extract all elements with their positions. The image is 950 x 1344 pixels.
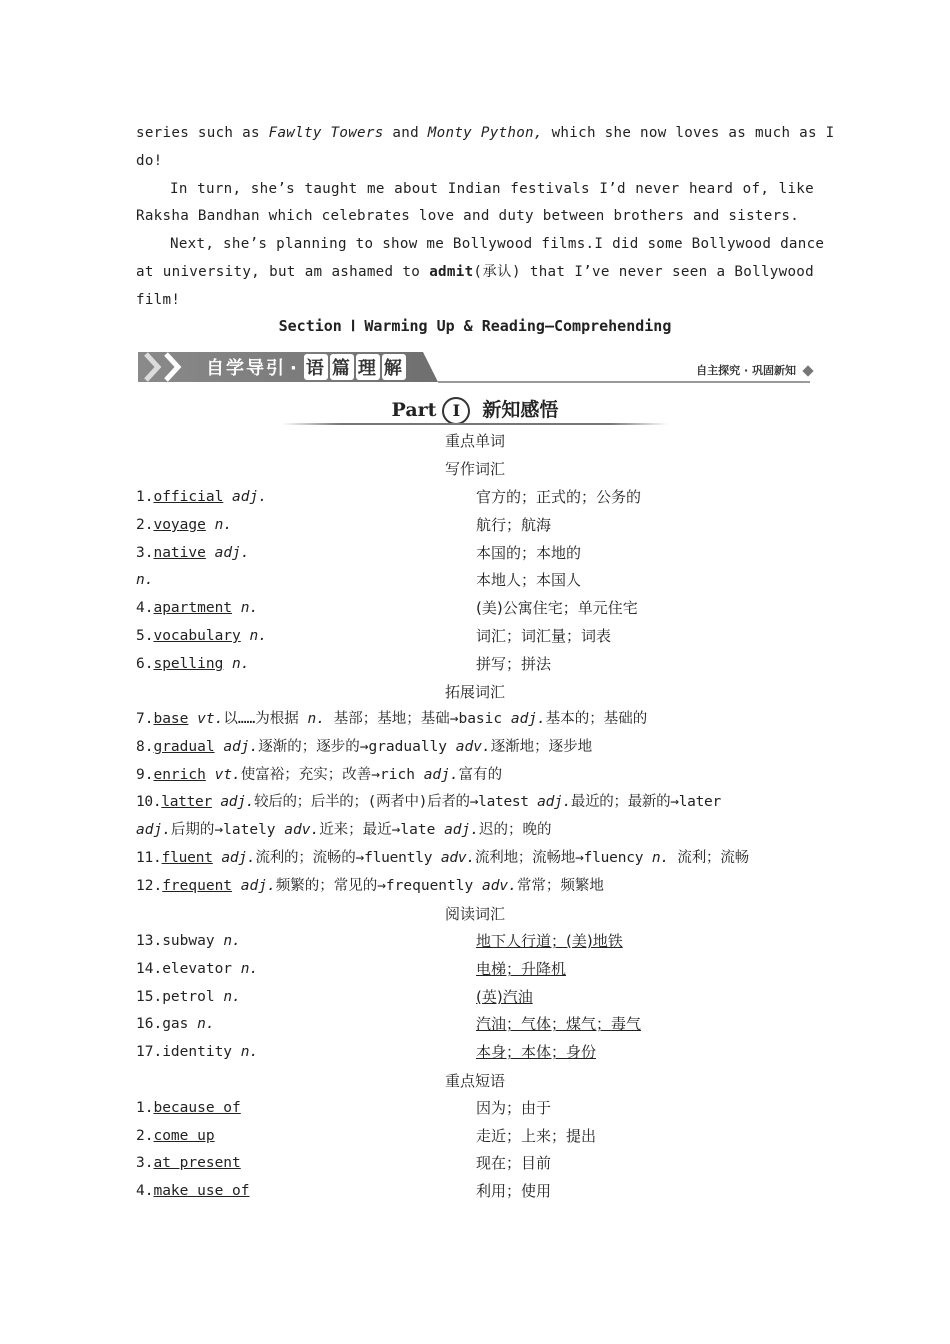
extend-row-continued: [136, 820, 816, 840]
item-number: 4.: [136, 1183, 154, 1199]
vocab-definition: 本身；本体；身份: [476, 1043, 597, 1061]
passage-line-1: [136, 123, 835, 143]
passage-line-5: Next, she’s planning to show me Bollywood films.I did some Bollywood dance: [170, 236, 825, 252]
part-of-speech: adj.: [537, 794, 571, 810]
part-of-speech: n.: [240, 600, 259, 616]
show-title-monty-python: Monty Python,: [427, 125, 543, 141]
vocab-word: native: [153, 545, 206, 561]
item-number: 11.: [136, 850, 162, 866]
vocab-definition: 本国的；本地的: [476, 544, 582, 562]
part-of-speech: adj.: [221, 850, 256, 866]
item-number: 8.: [136, 739, 154, 755]
item-number: 1.: [136, 489, 154, 505]
part-of-speech: adj.: [220, 794, 255, 810]
vocab-definition: (英)汽油: [476, 988, 533, 1006]
item-number: 3.: [136, 545, 154, 561]
vocab-row: [136, 515, 232, 535]
item-number: 6.: [136, 656, 154, 672]
part-of-speech: n.: [136, 572, 154, 588]
vocab-row: [136, 570, 153, 590]
phrase-row: [136, 1181, 250, 1201]
vocab-definition: 官方的；正式的；公务的: [476, 488, 642, 506]
phrase: come up: [153, 1128, 215, 1144]
item-number: 1.: [136, 1100, 154, 1116]
definition-text: 流利；流畅: [668, 850, 749, 866]
part-of-speech: n.: [223, 933, 241, 949]
part-of-speech: n.: [307, 711, 325, 727]
phrase: make use of: [153, 1183, 250, 1199]
passage-text: at university, but am ashamed to: [136, 264, 430, 280]
bold-word-admit: admit: [429, 264, 474, 280]
part-of-speech: adv.: [440, 850, 475, 866]
vocab-definition: (美)公寓住宅；单元住宅: [476, 599, 638, 617]
extend-row: [136, 737, 816, 757]
part-of-speech: adj.: [232, 489, 267, 505]
extend-row: [136, 876, 816, 896]
passage-line-4: Raksha Bandhan which celebrates love and duty between brothers and sisters.: [136, 208, 800, 224]
item-number: 5.: [136, 628, 154, 644]
section-banner: [138, 350, 814, 384]
part-of-speech: n.: [232, 656, 250, 672]
vocab-word: identity: [162, 1044, 233, 1060]
extend-row: [136, 848, 816, 868]
item-number: 4.: [136, 600, 154, 616]
part-of-speech: adj.: [423, 767, 459, 783]
vocab-word: frequent: [162, 878, 233, 894]
chevron-icon: [142, 352, 164, 382]
passage-line-6: [136, 262, 814, 282]
definition-text: 基本的；基础的: [545, 711, 648, 727]
definition-text: 近来；最近→late: [319, 822, 445, 838]
vocab-definition: 本地人；本国人: [476, 571, 582, 589]
item-number: 17.: [136, 1044, 163, 1060]
item-number: 9.: [136, 767, 154, 783]
vocab-definition: 地下人行道；(美)地铁: [476, 932, 623, 950]
show-title-fawlty-towers: Fawlty Towers: [268, 125, 384, 141]
definition-text: 最近的；最新的→later: [570, 794, 721, 810]
section-title: Section Ⅰ Warming Up & Reading—Comprehending: [278, 317, 672, 335]
extend-row: [136, 792, 816, 812]
heading-reading-words: 阅读词汇: [444, 905, 505, 923]
phrase: at present: [153, 1155, 241, 1171]
chevron-icon: [162, 352, 184, 382]
definition-text: 以……为根据: [223, 711, 308, 727]
part-of-speech: adj.: [510, 711, 546, 727]
heading-extend-words: 拓展词汇: [444, 683, 505, 701]
definition-text: 常常；频繁地: [516, 878, 604, 894]
part-of-speech: adj.: [240, 878, 276, 894]
part-title: 新知感悟: [482, 399, 559, 421]
vocab-word: petrol: [162, 989, 215, 1005]
item-number: 2.: [136, 517, 154, 533]
definition-text: 后期的→lately: [170, 822, 285, 838]
passage-text: and: [383, 125, 428, 141]
phrase-row: [136, 1153, 241, 1173]
banner-char: 解: [382, 354, 406, 380]
vocab-word: apartment: [153, 600, 233, 616]
part-of-speech: adj.: [444, 822, 479, 838]
item-number: 15.: [136, 989, 163, 1005]
phrase-definition: 现在；目前: [476, 1154, 552, 1172]
vocab-word: elevator: [162, 961, 233, 977]
phrase-row: [136, 1126, 215, 1146]
phrase: because of: [153, 1100, 241, 1116]
vocab-word: voyage: [153, 517, 206, 533]
part-number-badge: I: [442, 397, 470, 425]
banner-title: [206, 354, 407, 380]
vocab-row: [136, 931, 241, 951]
part-of-speech: vt.: [214, 767, 241, 783]
part-of-speech: n.: [651, 850, 669, 866]
heading-writing-words: 写作词汇: [444, 460, 505, 478]
vocab-definition: 词汇；词汇量；词表: [476, 627, 612, 645]
part-of-speech: n.: [197, 1016, 215, 1032]
vocab-word: fluent: [161, 850, 213, 866]
banner-char: 理: [356, 354, 380, 380]
item-number: 3.: [136, 1155, 154, 1171]
item-number: 2.: [136, 1128, 154, 1144]
definition-text: 较后的；后半的；(两者中)后者的→latest: [254, 794, 538, 810]
part-of-speech: adv.: [455, 739, 491, 755]
vocab-word: spelling: [153, 656, 224, 672]
heading-key-words: 重点单词: [444, 432, 505, 450]
vocab-definition: 航行；航海: [476, 516, 552, 534]
definition-text: 基部；基地；基础→basic: [325, 711, 511, 727]
passage-line-7: film!: [136, 292, 181, 308]
part-of-speech: adv.: [284, 822, 320, 838]
item-number: 16.: [136, 1016, 163, 1032]
vocab-row: [136, 987, 241, 1007]
part-of-speech: n.: [214, 517, 233, 533]
vocab-word: official: [153, 489, 224, 505]
vocab-row: [136, 598, 258, 618]
extend-row: [136, 709, 816, 729]
phrase-definition: 利用；使用: [476, 1182, 552, 1200]
definition-text: 使富裕；充实；改善→rich: [240, 767, 424, 783]
part-of-speech: adv.: [481, 878, 517, 894]
part-of-speech: n.: [249, 628, 267, 644]
vocab-row: [136, 1014, 215, 1034]
vocab-definition: 电梯；升降机: [476, 960, 567, 978]
definition-text: 流利的；流畅的→fluently: [255, 850, 441, 866]
phrase-definition: 因为；由于: [476, 1099, 552, 1117]
passage-line-2: do!: [136, 153, 163, 169]
part-of-speech: n.: [240, 961, 259, 977]
vocab-word: base: [153, 711, 189, 727]
item-number: 7.: [136, 711, 154, 727]
part-of-speech: n.: [223, 989, 241, 1005]
banner-char: 篇: [330, 354, 354, 380]
vocab-row: [136, 626, 267, 646]
passage-text: series such as: [136, 125, 269, 141]
vocab-word: latter: [161, 794, 212, 810]
part-of-speech: n.: [240, 1044, 259, 1060]
vocab-row: [136, 959, 258, 979]
vocab-definition: 汽油；气体；煤气；毒气: [476, 1015, 642, 1033]
item-number: 12.: [136, 878, 163, 894]
part-of-speech: adj.: [136, 822, 171, 838]
banner-char: 语: [304, 354, 328, 380]
banner-underline: [438, 381, 810, 383]
vocab-word: enrich: [153, 767, 206, 783]
vocab-definition: 拼写；拼法: [476, 655, 552, 673]
vocab-word: vocabulary: [153, 628, 241, 644]
item-number: 10.: [136, 794, 162, 810]
part-heading: [0, 395, 950, 425]
definition-text: 逐渐地；逐步地: [490, 739, 593, 755]
part-of-speech: vt.: [197, 711, 224, 727]
vocab-row: [136, 654, 250, 674]
vocab-row: [136, 487, 267, 507]
passage-text: (承认) that I’ve never seen a Bollywood: [473, 264, 814, 280]
definition-text: 迟的；晚的: [479, 822, 552, 838]
part-of-speech: adj.: [214, 545, 250, 561]
part-underline: [282, 423, 668, 425]
part-of-speech: adj.: [223, 739, 259, 755]
banner-title-main: 自学导引: [206, 358, 286, 379]
item-number: 14.: [136, 961, 163, 977]
phrase-definition: 走近；上来；提出: [476, 1127, 597, 1145]
banner-dot: ·: [290, 358, 299, 379]
banner-subtitle: 自主探究 · 巩固新知: [696, 364, 796, 377]
definition-text: 流利地；流畅地→fluency: [474, 850, 652, 866]
diamond-icon: [802, 365, 813, 376]
extend-row: [136, 765, 816, 785]
vocab-word: gas: [162, 1016, 189, 1032]
vocab-word: subway: [162, 933, 215, 949]
phrase-row: [136, 1098, 241, 1118]
passage-text: which she now loves as much as I: [542, 125, 835, 141]
definition-text: 逐渐的；逐步的→gradually: [258, 739, 456, 755]
part-label: Part: [391, 399, 437, 421]
passage-line-3: In turn, she’s taught me about Indian festivals I’d never heard of, like: [170, 181, 814, 197]
item-number: 13.: [136, 933, 163, 949]
vocab-row: [136, 1042, 258, 1062]
definition-text: 频繁的；常见的→frequently: [275, 878, 482, 894]
vocab-word: gradual: [153, 739, 215, 755]
heading-key-phrases: 重点短语: [444, 1072, 505, 1090]
definition-text: 富有的: [458, 767, 503, 783]
vocab-row: [136, 543, 250, 563]
